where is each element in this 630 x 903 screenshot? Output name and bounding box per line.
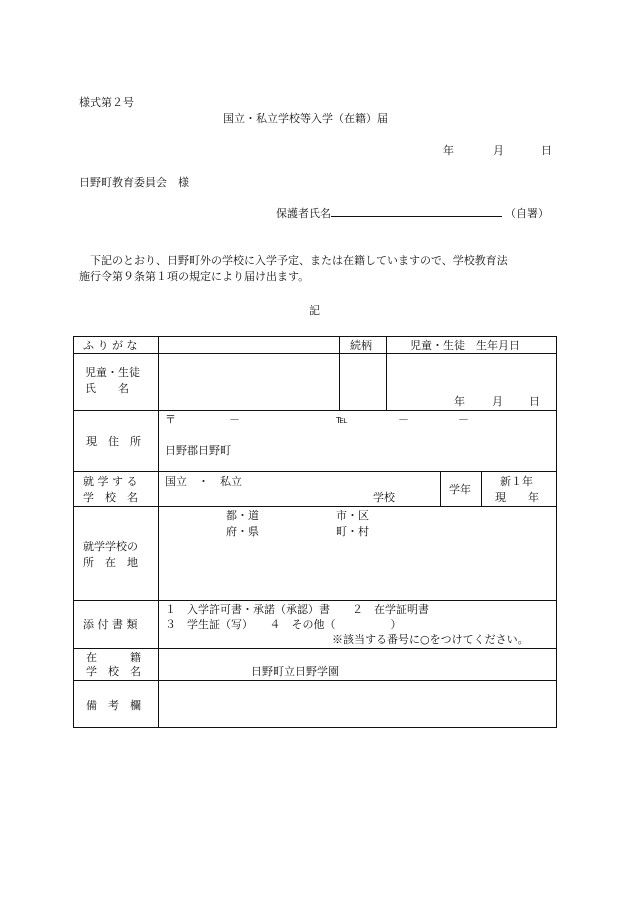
enrolled-label-2: 学 校 名 — [86, 665, 141, 678]
row-divider — [74, 506, 556, 507]
furigana-label: ふ り が な — [83, 339, 138, 352]
birth-year-label: 年 — [454, 395, 465, 408]
label-column-divider — [158, 337, 159, 727]
attach-line-2: ３ 学生証（写） ４ その他（ ） — [165, 618, 402, 631]
zokugara-input[interactable] — [341, 355, 384, 409]
furigana-input[interactable] — [160, 338, 337, 352]
address-value: 日野郡日野町 — [165, 444, 231, 457]
school-type: 国立 ・ 私立 — [165, 475, 242, 488]
date-year-label: 年 — [443, 144, 454, 157]
loc-shiku: 市・区 — [336, 509, 369, 522]
form-title: 国立・私立学校等入学（在籍）届 — [223, 112, 388, 125]
grade-label: 学年 — [449, 483, 471, 496]
row-divider — [74, 680, 556, 681]
loc-chouson: 町・村 — [336, 525, 369, 538]
location-label-2: 所 在 地 — [83, 556, 138, 569]
row-divider — [74, 471, 556, 472]
tel-dash-2: － — [458, 413, 469, 426]
date-month-label: 月 — [493, 144, 504, 157]
tel-mark: ℡ — [336, 413, 348, 426]
grade-new: 新１年 — [500, 475, 533, 488]
row-divider — [74, 648, 556, 649]
zokugara-right-divider — [386, 337, 387, 410]
school-label-1: 就 学 す る — [83, 475, 138, 488]
grade-left-divider — [440, 471, 441, 506]
date-day-label: 日 — [541, 144, 552, 157]
zokugara-left-divider — [339, 337, 340, 410]
student-name-label-1: 児童・生徒 — [85, 366, 140, 379]
grade-current: 現 年 — [495, 491, 539, 504]
form-number: 様式第２号 — [79, 96, 134, 109]
birth-day-label: 日 — [529, 395, 540, 408]
grade-right-divider — [481, 471, 482, 506]
enrolled-value: 日野町立日野学園 — [251, 665, 339, 678]
loc-fuken: 府・県 — [226, 525, 259, 538]
address-label: 現 住 所 — [86, 435, 141, 448]
registration-form-table — [73, 336, 557, 728]
enrolled-label-1: 在 籍 — [86, 651, 141, 664]
student-name-input[interactable] — [160, 355, 337, 409]
postal-dash: － — [229, 413, 240, 426]
self-sign-label: （自署） — [505, 207, 549, 220]
notice-paragraph-line2: 施行令第９条第１項の規定により届け出ます。 — [79, 270, 310, 283]
remarks-input[interactable] — [160, 682, 554, 726]
school-label-2: 学 校 名 — [83, 491, 138, 504]
guardian-name-line[interactable] — [331, 216, 502, 217]
zokugara-label: 続柄 — [350, 339, 372, 352]
row-divider — [74, 410, 556, 411]
school-suffix: 学校 — [373, 491, 395, 504]
guardian-label: 保護者氏名 — [276, 207, 331, 220]
loc-todo: 都・道 — [226, 509, 259, 522]
student-name-label-2: 氏 名 — [85, 382, 129, 395]
remarks-label: 備 考 欄 — [86, 699, 141, 712]
addressee: 日野町教育委員会 様 — [79, 176, 189, 189]
attach-label: 添 付 書 類 — [83, 618, 138, 631]
location-label-1: 就学学校の — [83, 540, 138, 553]
birthdate-header: 児童・生徒 生年月日 — [410, 339, 520, 352]
postal-mark: 〒 — [165, 413, 176, 426]
attach-line-1: １ 入学許可書・承諾（承認）書 ２ 在学証明書 — [165, 603, 429, 616]
notice-paragraph-line1: 下記のとおり、日野町外の学校に入学予定、または在籍していますので、学校教育法 — [90, 254, 508, 267]
attach-note: ※該当する番号に○をつけてください。 — [332, 633, 529, 646]
ki-heading: 記 — [309, 304, 320, 317]
birth-month-label: 月 — [492, 395, 503, 408]
tel-dash-1: － — [398, 413, 409, 426]
row-divider — [74, 600, 556, 601]
row-divider — [74, 353, 556, 354]
